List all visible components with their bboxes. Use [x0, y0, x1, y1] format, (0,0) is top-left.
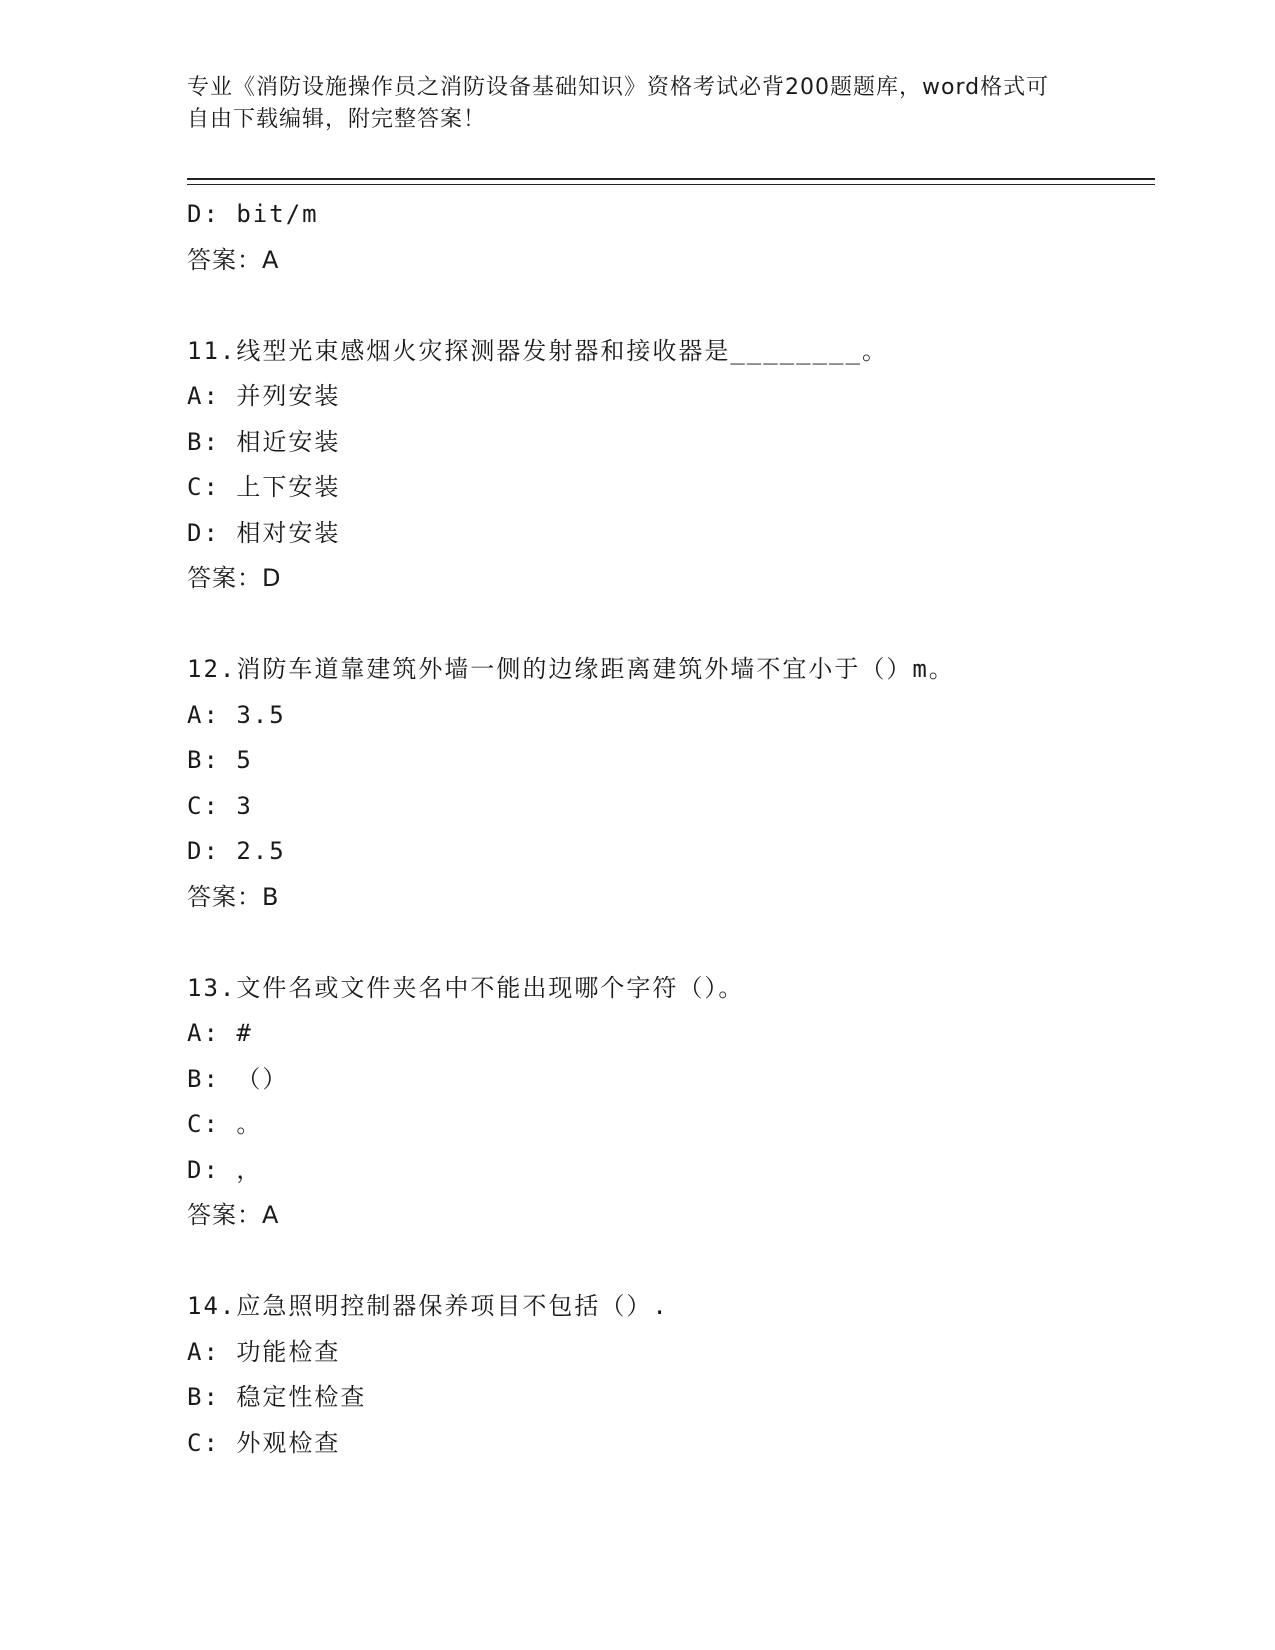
option-d: D: bit/m — [187, 200, 319, 228]
option-a: A: 功能检查 — [187, 1337, 341, 1366]
answer: 答案：A — [187, 1201, 280, 1229]
option-a: A: 3.5 — [187, 700, 286, 729]
spacer — [187, 1239, 1147, 1285]
document-header: 专业《消防设施操作员之消防设备基础知识》资格考试必背200题题库，word格式可自由下载编辑，附完整答案！ — [187, 75, 1050, 132]
question-stem-14: 14.应急照明控制器保养项目不包括（）. — [187, 1292, 669, 1320]
spacer — [187, 920, 1147, 966]
option-d: D: ， — [187, 1155, 263, 1184]
option-c: C: 外观检查 — [187, 1428, 341, 1457]
question-stem-12: 12.消防车道靠建筑外墙一侧的边缘距离建筑外墙不宜小于（）m。 — [187, 655, 955, 683]
option-d: D: 相对安装 — [187, 518, 341, 547]
option-b: B: （） — [187, 1064, 289, 1093]
option-a: A: # — [187, 1019, 253, 1047]
option-b: B: 5 — [187, 746, 253, 774]
header-rule-thin — [187, 184, 1155, 185]
option-c: C: 。 — [187, 1110, 263, 1138]
answer: 答案：B — [187, 882, 280, 911]
option-c: C: 上下安装 — [187, 473, 341, 501]
header-rule-thick — [187, 178, 1155, 180]
spacer — [187, 283, 1147, 329]
question-stem-11: 11.线型光束感烟火灾探测器发射器和接收器是________。 — [187, 336, 888, 365]
question-stem-13: 13.文件名或文件夹名中不能出现哪个字符（）。 — [187, 973, 745, 1002]
option-c: C: 3 — [187, 791, 253, 820]
option-d: D: 2.5 — [187, 837, 286, 865]
option-a: A: 并列安装 — [187, 382, 341, 410]
option-b: B: 稳定性检查 — [187, 1383, 367, 1411]
spacer — [187, 602, 1147, 648]
answer: 答案：A — [187, 245, 280, 274]
option-b: B: 相近安装 — [187, 427, 341, 456]
question-list — [187, 192, 1147, 1466]
answer: 答案：D — [187, 564, 282, 592]
